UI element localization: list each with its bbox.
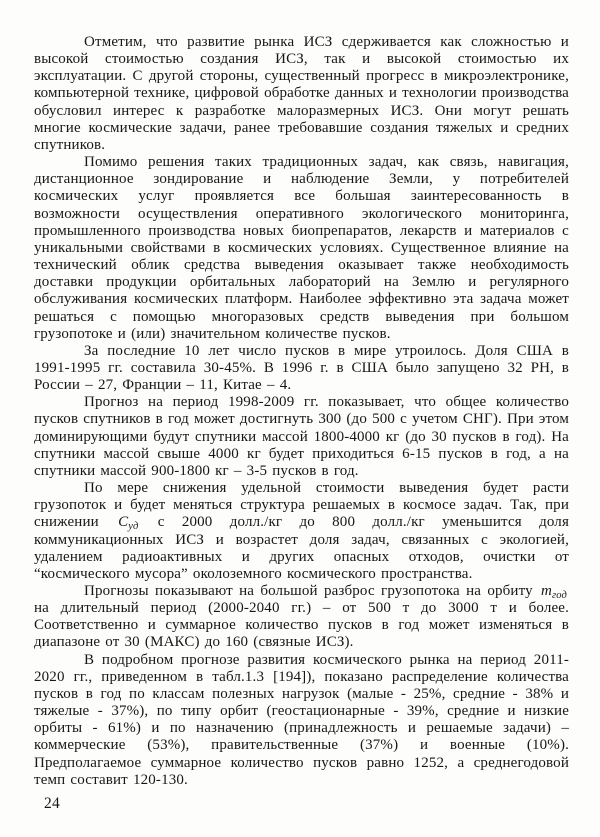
paragraph-text: на длительный период (2000-2040 гг.) – от 500 т до 3000 т и более. Соответственно и суммарное количество пусков в год может изменяться в диапазоне от 30 (МАКС) до 160 (связные ИСЗ). — [34, 600, 569, 651]
paragraph-text: с 2000 долл./кг до 800 долл./кг уменьшится доля коммуникационных ИСЗ и возрастет доля задач, связанных с экологией, удалением радиоактивных и других опасных отходов, очистки от “космического мусора” околоземного космического пространства. — [34, 514, 569, 582]
inline-formula — [116, 514, 140, 533]
formula-base: m — [541, 583, 553, 599]
paragraph — [34, 394, 569, 480]
paragraph — [34, 480, 569, 583]
formula-subscript: уд — [128, 521, 139, 533]
paragraph — [34, 34, 569, 154]
paragraph-text: Помимо решения таких традиционных задач, как связь, навигация, дистанционное зондирование и наблюдение Земли, у потребителей космических услуг проявляется все большая заинтересованность в возможности осуществления оперативного экологического мониторинга, промышленного производства новых биопрепаратов, лекарств и материалов с уникальными свойствами в космических условиях. Существенное влияние на технический облик средства выведения оказывает также необходимость доставки продукции орбитальных лабораторий на Землю и регулярного обслуживания космических платформ. Наиболее эффективно эта задача может решаться с помощью многоразовых средств выведения при большом грузопотоке и (или) значительном количестве пусков. — [34, 154, 569, 342]
paragraph-text: В подробном прогнозе развития космического рынка на период 2011-2020 гг., приведенном в табл.1.3 [194]), показано распределение количества пусков в год по классам полезных нагрузок (малые - 25%, средние - 38% и тяжелые - 37%), по типу орбит (геостационарные - 39%, средние и низкие орбиты - 61%) и по назначению (принадлежность и решаемые задачи) – коммерческие (53%), правительственные (37%) и военные (10%). Предполагаемое суммарное количество пусков равно 1252, а среднегодовой темп составит 120-130. — [34, 651, 569, 788]
paragraph — [34, 583, 569, 652]
paragraph-text: По мере снижения удельной стоимости выведения будет расти грузопоток и будет меняться структура решаемых в космосе задач. Так, при снижении — [34, 480, 569, 531]
page-number: 24 — [44, 795, 61, 812]
paragraph-text: Прогноз на период 1998-2009 гг. показывает, что общее количество пусков спутников в год может достигнуть 300 (до 500 с учетом СНГ). При этом доминирующими будут спутники массой 1800-4000 кг (до 30 пусков в год). На спутники массой свыше 4000 кг будет приходиться 6-15 пусков в год, а на спутники массой 900-1800 кг – 3-5 пусков в год. — [34, 394, 569, 479]
paragraph — [34, 652, 569, 789]
paragraph — [34, 343, 569, 394]
paragraph-text: Прогнозы показывают на большой разброс грузопотока на орбиту — [84, 583, 540, 599]
paragraph-text: За последние 10 лет число пусков в мире утроилось. Доля США в 1991-1995 гг. составила 30-45%. В 1996 г. в США было запущено 32 РН, в России – 27, Франции – 11, Китае – 4. — [34, 342, 569, 394]
paragraph — [34, 154, 569, 343]
inline-formula — [539, 583, 569, 599]
text-block — [34, 34, 569, 789]
formula-base: С — [118, 514, 129, 531]
paragraph-text: Отметим, что развитие рынка ИСЗ сдерживается как сложностью и высокой стоимостью создания ИСЗ, так и высокой стоимостью их эксплуатации. С другой стороны, существенный прогресс в микроэлектронике, компьютерной технике, цифровой обработке данных и технологии производства обусловил интерес к разработке малоразмерных ИСЗ. Они могут решать многие космические задачи, ранее требовавшие создания тяжелых и средних спутников. — [34, 34, 569, 153]
formula-subscript: год — [552, 590, 567, 601]
